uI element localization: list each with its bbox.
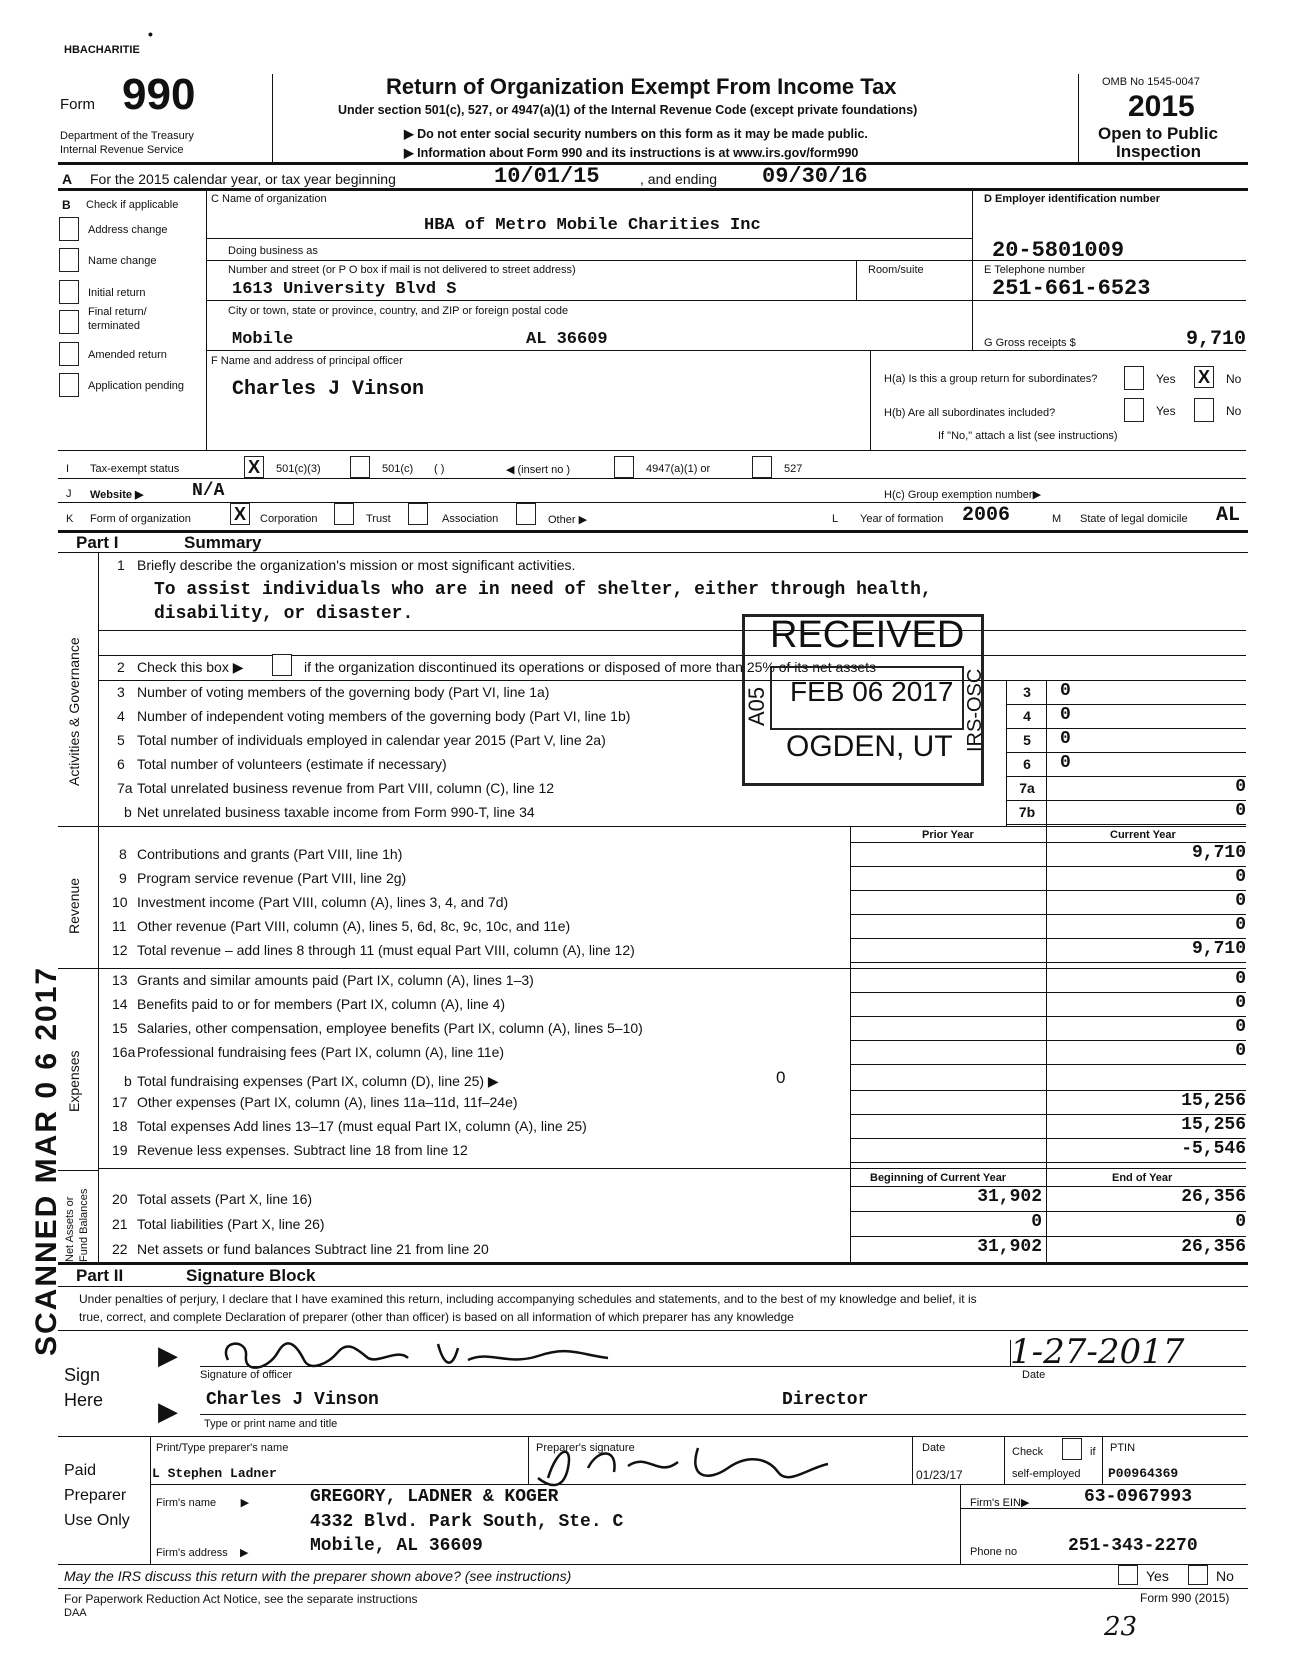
fin-line-value: 0 <box>1235 969 1246 989</box>
address-change-checkbox[interactable] <box>59 217 79 241</box>
tax-year: 2015 <box>1128 90 1195 123</box>
eoy-header: End of Year <box>1112 1172 1173 1184</box>
gov-row-rule <box>1006 704 1246 705</box>
exp-bottom-rule <box>98 1168 1246 1169</box>
gov-line-text: Number of independent voting members of the governing body (Part VI, line 1b) <box>137 708 631 724</box>
hb-no-label: No <box>1226 404 1242 418</box>
fin-line-value: 9,710 <box>1191 939 1246 959</box>
side-revenue: Revenue <box>66 877 82 934</box>
preparer-date-label: Date <box>922 1442 946 1454</box>
fin-line-num: 13 <box>112 972 128 988</box>
city: Mobile <box>232 330 294 349</box>
application-pending-checkbox[interactable] <box>59 373 79 397</box>
principal-officer: Charles J Vinson <box>232 378 425 401</box>
sign-arrow-icon: ▶ <box>158 1340 178 1370</box>
preparer-label: Preparer <box>64 1487 127 1504</box>
501c3-checkbox[interactable]: X <box>244 456 264 478</box>
fin-line-text: Total revenue – add lines 8 through 11 (must equal Part VIII, column (A), line 12) <box>137 942 635 958</box>
net-end-value: 0 <box>1235 1212 1246 1232</box>
page-mark: 23 <box>1104 1612 1138 1642</box>
line2-num: 2 <box>117 659 125 675</box>
gov-row-rule <box>1006 752 1246 753</box>
officer-sign-date: 1-27-2017 <box>1010 1332 1185 1372</box>
net-begin-value: 31,902 <box>977 1187 1042 1207</box>
fin-line-value: 0 <box>1235 891 1246 911</box>
tax-exempt-label: Tax-exempt status <box>90 463 180 475</box>
firm-phone: 251-343-2270 <box>1068 1536 1198 1556</box>
fin-line-num: 17 <box>112 1094 128 1110</box>
ha-no-checkbox[interactable]: X <box>1194 366 1214 388</box>
here-label: Here <box>64 1390 104 1410</box>
self-employed-label: self-employed <box>1012 1468 1081 1480</box>
form-reference: Form 990 (2015) <box>1140 1591 1230 1605</box>
501c-checkbox[interactable] <box>350 456 370 478</box>
ein: 20-5801009 <box>992 238 1125 263</box>
gov-line-num: 6 <box>117 756 125 772</box>
discuss-no-label: No <box>1216 1568 1234 1584</box>
other-checkbox[interactable] <box>516 503 536 525</box>
gov-line-box: 5 <box>1023 732 1031 748</box>
stamp-right-code: IRS-OSC <box>964 668 986 752</box>
officer-title: Director <box>782 1390 869 1410</box>
gov-line-text: Total unrelated business revenue from Part VIII, column (C), line 12 <box>137 780 555 796</box>
net-line-text: Net assets or fund balances Subtract line 21 from line 20 <box>137 1241 489 1257</box>
fin-line-text: Program service revenue (Part VIII, line 2g) <box>137 870 407 886</box>
type-name-label: Type or print name and title <box>204 1418 338 1430</box>
initial-return-checkbox[interactable] <box>59 280 79 304</box>
sign-label: Sign <box>64 1365 101 1385</box>
omb-number: OMB No 1545-0047 <box>1102 76 1200 88</box>
street-label: Number and street (or P O box if mail is not delivered to street address) <box>228 264 576 276</box>
gov-line-value: 0 <box>1060 681 1071 701</box>
boy-header: Beginning of Current Year <box>870 1172 1007 1184</box>
line-m-label: M <box>1052 513 1062 525</box>
ptin-label: PTIN <box>1110 1442 1136 1454</box>
fin-line-value: 0 <box>1235 867 1246 887</box>
current-year-header: Current Year <box>1110 829 1176 841</box>
501c-label: 501(c) <box>382 463 414 475</box>
mission-line-1: To assist individuals who are in need of shelter, either through health, <box>154 580 932 600</box>
fin-line-text: Grants and similar amounts paid (Part IX, column (A), lines 1–3) <box>137 972 534 988</box>
website-label: Website ▶ <box>90 489 144 501</box>
fin-line-value: 0 <box>1235 1041 1246 1061</box>
if-label: if <box>1090 1446 1096 1458</box>
ha-no-label: No <box>1226 372 1242 386</box>
gov-line-box: 3 <box>1023 684 1031 700</box>
gov-line-num: 7a <box>117 780 133 796</box>
check-label: Check <box>1012 1446 1044 1458</box>
mission-line-2: disability, or disaster. <box>154 604 414 624</box>
4947-checkbox[interactable] <box>614 456 634 478</box>
ein-label: D Employer identification number <box>984 193 1161 205</box>
fin-line-num: 10 <box>112 894 128 910</box>
ha-yes-checkbox[interactable] <box>1124 366 1144 390</box>
gov-line-box: 6 <box>1023 756 1031 772</box>
fin-line-value: 15,256 <box>1181 1115 1246 1135</box>
bullet-mark: • <box>148 26 153 42</box>
trust-label: Trust <box>366 513 391 525</box>
phone: 251-661-6523 <box>992 276 1151 301</box>
stamp-date: FEB 06 2017 <box>790 676 954 707</box>
fin-line-text: Contributions and grants (Part VIII, line 1h) <box>137 846 403 862</box>
fin-line-num: 19 <box>112 1142 128 1158</box>
ptin: P00964369 <box>1108 1466 1179 1481</box>
gov-line-num: 5 <box>117 732 125 748</box>
street-address: 1613 University Blvd S <box>232 280 457 299</box>
side-net-assets: Net Assets or <box>64 1196 76 1262</box>
self-employed-checkbox[interactable] <box>1062 1438 1082 1460</box>
part2-title: Signature Block <box>186 1266 316 1285</box>
line-i-label: I <box>66 463 70 475</box>
dba-label: Doing business as <box>228 245 318 257</box>
phone-label: E Telephone number <box>984 264 1086 276</box>
501c3-label: 501(c)(3) <box>276 463 321 475</box>
gov-line-value: 0 <box>1060 705 1071 725</box>
gov-line-value: 0 <box>1060 753 1071 773</box>
net-end-value: 26,356 <box>1181 1187 1246 1207</box>
form-word: Form <box>60 96 95 113</box>
org-name: HBA of Metro Mobile Charities Inc <box>424 216 761 235</box>
gov-line-value: 0 <box>1060 729 1071 749</box>
final-return-label: Final return/ <box>88 306 147 318</box>
line2-text: if the organization discontinued its operations or disposed of more than 25% of its net assets <box>304 659 877 675</box>
form-of-org-label: Form of organization <box>90 513 191 525</box>
net-line-text: Total liabilities (Part X, line 26) <box>137 1216 325 1232</box>
discontinued-checkbox[interactable] <box>272 654 292 676</box>
form-title: Return of Organization Exempt From Income Tax <box>386 74 897 99</box>
gov-line-num: 3 <box>117 684 125 700</box>
fin-line-value: 9,710 <box>1191 843 1246 863</box>
fin-line-num: 11 <box>112 918 127 934</box>
website: N/A <box>192 481 225 501</box>
scanned-stamp: SCANNED MAR 0 6 2017 <box>30 965 63 1356</box>
use-only-label: Use Only <box>64 1512 130 1529</box>
fin-line-value: 0 <box>1235 993 1246 1013</box>
line-b-label: B <box>62 198 71 212</box>
fin-line-num: 12 <box>112 942 128 958</box>
discuss-question: May the IRS discuss this return with the preparer shown above? (see instructions) <box>64 1568 572 1584</box>
firm-name: GREGORY, LADNER & KOGER <box>310 1487 559 1507</box>
line1-text: Briefly describe the organization's mission or most significant activities. <box>137 557 576 573</box>
net-line-num: 20 <box>112 1191 128 1207</box>
net-line-num: 22 <box>112 1241 128 1257</box>
paperwork-notice: For Paperwork Reduction Act Notice, see the separate instructions <box>64 1592 418 1606</box>
preparer-signature <box>528 1438 848 1488</box>
association-checkbox[interactable] <box>408 503 428 525</box>
line-k-label: K <box>66 513 74 525</box>
hb-note: If "No," attach a list (see instructions) <box>938 430 1118 442</box>
org-name-label: C Name of organization <box>211 193 327 205</box>
open-public: Open to Public <box>1098 124 1218 143</box>
daa-mark: DAA <box>64 1607 87 1619</box>
inspection: Inspection <box>1116 142 1202 161</box>
association-label: Association <box>442 513 499 525</box>
line16b-num: b <box>124 1073 132 1089</box>
state-of-domicile: AL <box>1216 504 1241 527</box>
part1-label: Part I <box>76 533 119 552</box>
firm-phone-label: Phone no <box>970 1546 1018 1558</box>
gov-line-box: 7a <box>1019 780 1035 796</box>
side-activities: Activities & Governance <box>66 637 82 786</box>
net-begin-value: 0 <box>1031 1212 1042 1232</box>
insert-no: ◀ (insert no ) <box>506 464 571 476</box>
preparer-name: L Stephen Ladner <box>152 1466 277 1481</box>
gov-line-num: b <box>124 804 132 820</box>
dept-line-2: Internal Revenue Service <box>60 144 184 156</box>
form-number: 990 <box>122 70 196 119</box>
527-label: 527 <box>784 463 803 475</box>
hb-yes-label: Yes <box>1156 404 1176 418</box>
discuss-yes-label: Yes <box>1146 1568 1169 1584</box>
net-end-value: 26,356 <box>1181 1237 1246 1257</box>
ssn-note: ▶ Do not enter social security numbers on this form as it may be made public. <box>404 127 868 141</box>
penalty-line-2: true, correct, and complete Declaration of preparer (other than officer) is based on all information of which preparer has any knowledge <box>79 1310 794 1324</box>
gov-line-text: Net unrelated business taxable income from Form 990-T, line 34 <box>137 804 535 820</box>
sign-arrow-icon-2: ▶ <box>158 1396 178 1426</box>
fin-line-text: Benefits paid to or for members (Part IX, column (A), line 4) <box>137 996 506 1012</box>
corporation-checkbox[interactable]: X <box>230 503 250 525</box>
gov-row-rule <box>1006 824 1246 825</box>
stamp-left-code: A05 <box>744 686 769 726</box>
check-applicable-title: Check if applicable <box>86 199 179 211</box>
name-change-label: Name change <box>88 255 157 267</box>
firm-address-2: Mobile, AL 36609 <box>310 1536 483 1556</box>
initial-return-label: Initial return <box>88 287 146 299</box>
gross-receipts: 9,710 <box>1185 328 1246 351</box>
tax-year-begin: 10/01/15 <box>494 164 600 189</box>
gov-line-num: 4 <box>117 708 125 724</box>
officer-printed-name: Charles J Vinson <box>206 1390 379 1410</box>
fin-line-text: Other expenses (Part IX, column (A), lines 11a–11d, 11f–24e) <box>137 1094 518 1110</box>
line16b-text: Total fundraising expenses (Part IX, column (D), line 25) ▶ <box>137 1073 499 1089</box>
top-code: HBACHARITIE <box>64 44 140 56</box>
room-suite-label: Room/suite <box>868 264 924 276</box>
info-note: ▶ Information about Form 990 and its instructions is at www.irs.gov/form990 <box>404 146 859 160</box>
line-l-label: L <box>832 513 839 525</box>
ha-question: H(a) Is this a group return for subordinates? <box>884 373 1098 385</box>
stamp-city: OGDEN, UT <box>786 730 953 763</box>
final-return-checkbox[interactable] <box>59 310 79 334</box>
gov-bottom-rule <box>98 826 1246 827</box>
state-domicile-label: State of legal domicile <box>1080 513 1188 525</box>
preparer-date: 01/23/17 <box>916 1468 963 1482</box>
gov-line-text: Total number of individuals employed in calendar year 2015 (Part V, line 2a) <box>137 732 606 748</box>
gross-receipts-label: G Gross receipts $ <box>984 337 1076 349</box>
side-fund-balances: Fund Balances <box>78 1188 90 1262</box>
net-line-num: 21 <box>112 1216 128 1232</box>
amended-return-checkbox[interactable] <box>59 342 79 366</box>
year-of-formation: 2006 <box>962 504 1011 527</box>
fin-line-value: 0 <box>1235 1017 1246 1037</box>
fin-line-text: Investment income (Part VIII, column (A), lines 3, 4, and 7d) <box>137 894 509 910</box>
trust-checkbox[interactable] <box>334 503 354 525</box>
fin-line-num: 9 <box>119 870 127 886</box>
fin-line-text: Revenue less expenses. Subtract line 18 from line 12 <box>137 1142 468 1158</box>
prior-year-header: Prior Year <box>922 829 974 841</box>
gov-line-text: Total number of volunteers (estimate if necessary) <box>137 756 447 772</box>
firm-address-1: 4332 Blvd. Park South, Ste. C <box>310 1512 624 1532</box>
gov-row-rule <box>1006 728 1246 729</box>
gov-line-box: 4 <box>1023 708 1031 724</box>
dept-line-1: Department of the Treasury <box>60 130 194 142</box>
tax-year-end: 09/30/16 <box>762 164 868 189</box>
year-formation-label: Year of formation <box>860 513 944 525</box>
part1-title: Summary <box>184 533 262 552</box>
discuss-no-checkbox[interactable] <box>1188 1565 1208 1585</box>
fin-line-num: 16a <box>112 1044 136 1060</box>
city-label: City or town, state or province, country, and ZIP or foreign postal code <box>228 305 569 317</box>
line-j-label: J <box>66 488 72 500</box>
corporation-label: Corporation <box>260 513 318 525</box>
501c-paren: ( ) <box>434 463 445 475</box>
fin-line-text: Other revenue (Part VIII, column (A), lines 5, 6d, 8c, 9c, 10c, and 11e) <box>137 918 571 934</box>
hb-no-checkbox[interactable] <box>1194 398 1214 422</box>
4947-label: 4947(a)(1) or <box>646 463 711 475</box>
fin-line-num: 15 <box>112 1020 128 1036</box>
other-label: Other ▶ <box>548 514 588 526</box>
state-zip: AL 36609 <box>526 330 608 349</box>
amended-return-label: Amended return <box>88 349 167 361</box>
officer-label: F Name and address of principal officer <box>211 355 403 367</box>
hb-yes-checkbox[interactable] <box>1124 398 1144 422</box>
line-a-text: For the 2015 calendar year, or tax year beginning <box>90 171 396 187</box>
fin-line-value: 0 <box>1235 915 1246 935</box>
fin-line-value: 15,256 <box>1181 1091 1246 1111</box>
group-exemption-label: H(c) Group exemption number▶ <box>884 489 1042 501</box>
discuss-yes-checkbox[interactable] <box>1118 1565 1138 1585</box>
signature-officer-label: Signature of officer <box>200 1369 293 1381</box>
line-a-ending: , and ending <box>640 171 718 187</box>
fin-line-value: -5,546 <box>1181 1139 1246 1159</box>
part2-label: Part II <box>76 1266 124 1285</box>
line1-num: 1 <box>117 557 125 573</box>
gov-line-text: Number of voting members of the governing body (Part VI, line 1a) <box>137 684 550 700</box>
net-line-text: Total assets (Part X, line 16) <box>137 1191 313 1207</box>
terminated-label: terminated <box>88 320 140 332</box>
net-begin-value: 31,902 <box>977 1237 1042 1257</box>
ha-yes-label: Yes <box>1156 372 1176 386</box>
fin-line-num: 8 <box>119 846 127 862</box>
side-expenses: Expenses <box>66 1050 82 1112</box>
fin-line-num: 14 <box>112 996 128 1012</box>
stamp-received: RECEIVED <box>770 614 965 656</box>
firm-ein: 63-0967993 <box>1084 1487 1193 1507</box>
name-change-checkbox[interactable] <box>59 248 79 272</box>
fin-row-rule <box>850 962 1246 963</box>
sign-date-label: Date <box>1022 1369 1046 1381</box>
firm-address-label: Firm's address ▶ <box>156 1547 249 1559</box>
preparer-name-label: Print/Type preparer's name <box>156 1442 289 1454</box>
gov-line-value: 0 <box>1235 777 1246 797</box>
line-a-label: A <box>62 171 73 187</box>
527-checkbox[interactable] <box>752 456 772 478</box>
fin-row-rule <box>850 1162 1246 1163</box>
line16b-value: 0 <box>776 1068 786 1087</box>
application-pending-label: Application pending <box>88 380 185 392</box>
gov-line-box: 7b <box>1018 804 1036 820</box>
firm-name-label: Firm's name ▶ <box>156 1497 250 1509</box>
fin-line-text: Total expenses Add lines 13–17 (must equal Part IX, column (A), line 25) <box>137 1118 587 1134</box>
hb-question: H(b) Are all subordinates included? <box>884 407 1056 419</box>
paid-label: Paid <box>64 1462 97 1479</box>
preparer-signature-label: Preparer's signature <box>536 1442 635 1454</box>
form-subtitle: Under section 501(c), 527, or 4947(a)(1) of the Internal Revenue Code (except private foundations) <box>338 103 918 117</box>
fin-row-rule <box>850 1064 1246 1065</box>
fin-line-text: Salaries, other compensation, employee benefits (Part IX, column (A), lines 5–10) <box>137 1020 643 1036</box>
line2-check-text: Check this box ▶ <box>137 659 244 675</box>
firm-ein-label: Firm's EIN▶ <box>970 1497 1030 1509</box>
gov-line-value: 0 <box>1235 801 1246 821</box>
fin-line-num: 18 <box>112 1118 128 1134</box>
penalty-line-1: Under penalties of perjury, I declare that I have examined this return, including accompanying schedules and statements, and to the best of my knowledge and belief, it is <box>79 1292 977 1306</box>
fin-line-text: Professional fundraising fees (Part IX, column (A), line 11e) <box>137 1044 505 1060</box>
address-change-label: Address change <box>88 224 168 236</box>
